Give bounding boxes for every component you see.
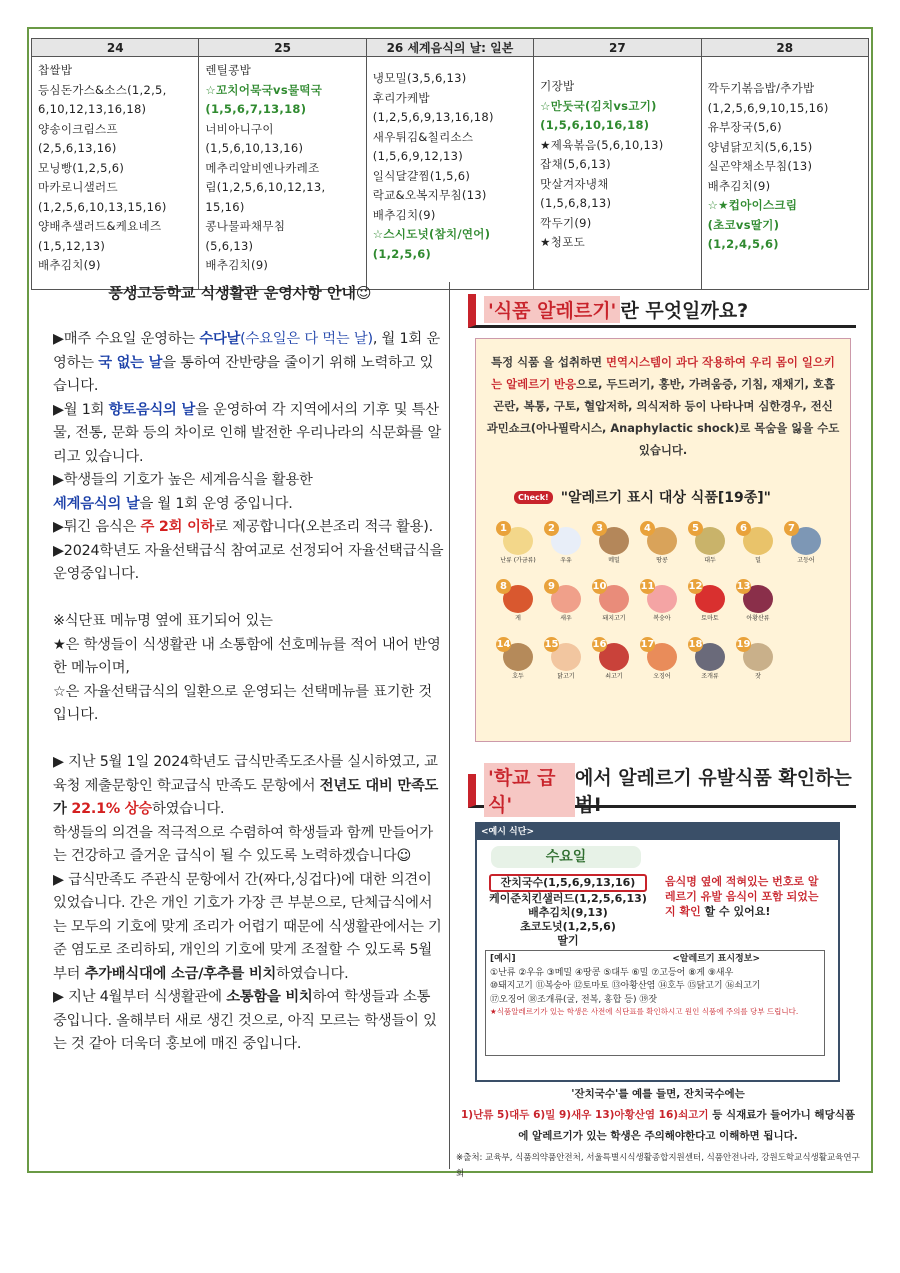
food-number: 12 xyxy=(688,581,703,592)
menu-item: (1,5,6,10,16,18) xyxy=(540,118,650,132)
text: 소통함을 비치 xyxy=(226,989,313,1005)
menu-item: 잡채(5,6,13) xyxy=(540,157,611,171)
food-number: 3 xyxy=(592,521,607,536)
menu-item: (1,5,6,8,13) xyxy=(540,196,612,210)
text: '잔치국수'를 예를 들면, 잔치국수에는 xyxy=(571,1088,745,1100)
menu-item: 배추김치(9) xyxy=(372,207,436,222)
notice-paragraph: ※식단표 메뉴명 옆에 표기되어 있는 xyxy=(53,613,273,629)
menu-item: (초코vs딸기) xyxy=(707,217,780,232)
menu-item: (2,5,6,13,16) xyxy=(38,141,117,155)
allergy-food-item xyxy=(638,521,686,573)
menu-item: (1,2,4,5,6) xyxy=(707,237,779,251)
food-label: 밀 xyxy=(755,557,761,564)
highlight-text: 국 없는 날 xyxy=(98,354,163,371)
allergy-food-item xyxy=(590,637,638,689)
text: 추가배식대에 소금/후추를 비치 xyxy=(84,965,277,982)
notice-title: 풍생고등학교 식생활관 운영사항 안내☺ xyxy=(108,284,372,302)
food-label: 우유 xyxy=(560,557,572,564)
notice-paragraph xyxy=(53,869,445,987)
check-title xyxy=(514,487,771,507)
highlight-text: 세계음식의 날 xyxy=(53,495,140,512)
menu-item: 렌틸콩밥 xyxy=(205,63,252,77)
text: 하여 학생들과 소통 중입니다. 올해부터 새로 생긴 것으로, 아직 모르는 학생들이 있는 것 같아 더욱더 홍보에 매진 중입니다. xyxy=(53,989,437,1052)
allergy-section xyxy=(450,282,869,1179)
menu-item: (1,2,5,6,9,10,15,16) xyxy=(707,100,829,115)
allergy-food-item xyxy=(590,521,638,573)
notice-paragraph: 학생들의 의견을 적극적으로 수렴하여 학생들과 함께 만들어가는 건강하고 즐거운 급식이 될 수 있도록 노력하겠습니다☺ xyxy=(53,824,433,864)
menu-item: 콩나물파채무침 xyxy=(205,219,286,233)
food-number: 18 xyxy=(688,639,703,650)
allergy-food-item xyxy=(734,579,782,631)
highlight-text: 22.1% xyxy=(71,801,120,817)
legend-line: ①난류 ②우유 ③메밀 ④땅콩 ⑤대두 ⑥밀 ⑦고등어 ⑧게 ⑨새우 xyxy=(490,967,734,978)
legend-line: ⑩돼지고기 ⑪복숭아 ⑫토마토 ⑬아황산염 ⑭호두 ⑮닭고기 ⑯쇠고기 xyxy=(490,981,761,991)
menu-item: 깍두기(9) xyxy=(540,215,592,230)
menu-item: ☆꼬치어묵국vs물떡국 xyxy=(205,82,323,97)
allergy-food-item xyxy=(542,637,590,689)
food-number: 7 xyxy=(784,521,799,536)
notice-section xyxy=(31,282,450,1169)
highlight-text: 향토음식의 날 xyxy=(108,401,196,418)
text: 을 통하여 잔반량을 줄이기 위해 노력하고 있습니다. xyxy=(53,354,434,394)
menu-table xyxy=(31,38,869,290)
food-number: 11 xyxy=(640,581,655,592)
menu-item: (1,5,6,9,12,13) xyxy=(372,149,464,163)
menu-item: ☆만둣국(김치vs고기) xyxy=(540,98,657,113)
food-label: 조개류 xyxy=(701,673,719,680)
heading-highlight: '식품 알레르기' xyxy=(484,296,620,323)
menu-item: ★청포도 xyxy=(540,235,586,249)
menu-item: (1,2,5,6,9,13,16,18) xyxy=(372,110,494,124)
allergy-food-item xyxy=(542,579,590,631)
food-number: 8 xyxy=(496,579,511,594)
menu-item: (1,2,5,6,10,13,15,16) xyxy=(38,199,167,214)
allergy-food-item xyxy=(542,521,590,573)
menu-item: 유부장국(5,6) xyxy=(707,120,782,134)
source-note: ※출처: 교육부, 식품의약품안전처, 서울특별시식생활종합지원센터, 식품안전나라, 강원도학교식생활교육연구회 xyxy=(456,1153,860,1179)
menu-item: 너비아니구이 xyxy=(205,121,274,136)
menu-cell-28 xyxy=(701,57,868,290)
menu-row xyxy=(32,57,869,290)
legend-title: <알레르기 표시정보> xyxy=(672,954,760,964)
food-label: 땅콩 xyxy=(656,557,668,564)
example-day: 수요일 xyxy=(491,846,641,868)
highlight-text: (수요일은 다 먹는 날) xyxy=(240,331,373,347)
notice-paragraph: ☆은 자율선택급식의 일환으로 운영되는 선택메뉴를 표기한 것입니다. xyxy=(53,683,432,723)
notice-body xyxy=(53,328,445,1057)
menu-item: ★제육볶음(5,6,10,13) xyxy=(540,137,664,152)
text: , 월 1회 운영하는 xyxy=(53,331,440,371)
menu-item: 냉모밀(3,5,6,13) xyxy=(372,71,467,85)
food-label: 게 xyxy=(515,615,521,622)
menu-item: (1,5,12,13) xyxy=(38,238,106,253)
allergy-food-item xyxy=(734,637,782,689)
highlight-text: 면역시스템이 과다 작용하여 우리 몸이 일으키는 알레르기 반응 xyxy=(491,355,835,391)
highlight-text: 상승 xyxy=(120,801,152,817)
food-label: 토마토 xyxy=(701,615,719,622)
menu-item: 일식달걀찜(1,5,6) xyxy=(372,168,471,183)
food-label: 고등어 xyxy=(797,557,815,564)
notice-paragraph xyxy=(53,399,445,470)
example-explanation xyxy=(456,1084,860,1147)
text: 할 수 있어요! xyxy=(700,905,771,918)
menu-item: 배추김치(9) xyxy=(38,258,101,272)
heading-text: 에서 알레르기 유발식품 확인하는 법! xyxy=(574,766,852,816)
allergy-info-paper xyxy=(475,338,851,742)
menu-item: 메추리알비엔나카레조 xyxy=(205,160,320,175)
allergy-description xyxy=(486,351,840,461)
text: 하였습니다. xyxy=(152,801,225,817)
menu-item: 락교&오복지무침(13) xyxy=(372,188,487,202)
food-number: 19 xyxy=(736,639,751,650)
allergy-food-item xyxy=(494,579,542,631)
allergy-food-item xyxy=(686,579,734,631)
food-number: 1 xyxy=(496,521,511,536)
example-menu-box xyxy=(475,822,840,1082)
legend-line: ⑰오징어 ⑱조개류(굴, 전복, 홍합 등) ⑲잣 xyxy=(490,994,658,1005)
food-number: 10 xyxy=(592,581,607,592)
menu-item: (5,6,13) xyxy=(205,238,254,253)
food-number: 14 xyxy=(496,639,511,650)
text: ▶매주 수요일 운영하는 xyxy=(53,331,200,347)
food-list-title: "알레르기 표시 대상 식품[19종]" xyxy=(560,490,771,506)
heading-text: 란 무엇일까요? xyxy=(620,300,749,322)
text: ▶ 지난 5월 1일 2024학년도 급식만족도조사를 실시하였고, 교육청 제출문항인 학교급식 만족도 문항에서 xyxy=(53,754,438,794)
text: 특정 식품 을 섭취하면 xyxy=(491,355,606,369)
food-label: 난류 (가금류) xyxy=(500,557,536,564)
highlight-text: 주 2회 이하 xyxy=(140,519,215,535)
menu-item: 깍두기볶음밥/추가밥 xyxy=(707,81,815,95)
example-box-label: <예시 식단> xyxy=(481,827,534,837)
day-header: 24 xyxy=(32,39,199,57)
menu-item: 배추김치(9) xyxy=(205,258,269,272)
menu-item: 찹쌀밥 xyxy=(38,63,73,77)
menu-item: 맛살겨자냉채 xyxy=(540,176,609,191)
text: 전년도 대비 만족도가 xyxy=(53,777,439,817)
menu-item: 6,10,12,13,16,18) xyxy=(38,102,147,116)
notice-paragraph: ★은 학생들이 식생활관 내 소통함에 선호메뉴를 적어 내어 반영한 메뉴이며, xyxy=(53,636,441,676)
example-dish-highlighted: 잔치국수(1,5,6,9,13,16) xyxy=(489,874,647,892)
allergy-food-item xyxy=(590,579,638,631)
notice-paragraph xyxy=(53,328,445,399)
allergy-food-item xyxy=(638,637,686,689)
menu-item: 양배추샐러드&케요네즈 xyxy=(38,219,162,233)
menu-item: 배추김치(9) xyxy=(707,178,771,193)
example-dish: 배추김치(9,13) xyxy=(528,906,608,919)
food-number: 2 xyxy=(544,521,559,536)
food-label: 호두 xyxy=(512,673,524,680)
food-number: 16 xyxy=(592,639,607,650)
notice-paragraph xyxy=(53,751,445,822)
menu-header-row xyxy=(32,39,869,57)
menu-cell-25 xyxy=(199,57,366,290)
food-number: 17 xyxy=(640,639,655,650)
menu-item: 모닝빵(1,2,5,6) xyxy=(38,160,125,175)
menu-item: 새우튀김&칠리소스 xyxy=(372,129,474,144)
allergy-food-item xyxy=(494,637,542,689)
menu-cell-27 xyxy=(534,57,701,290)
notice-paragraph xyxy=(53,986,445,1057)
food-number: 9 xyxy=(544,579,559,594)
allergy-food-item xyxy=(782,521,830,573)
food-label: 잣 xyxy=(755,673,761,680)
menu-item: (1,5,6,7,13,18) xyxy=(205,102,307,116)
text: ▶학생들의 기호가 높은 세계음식을 활용한 xyxy=(53,472,313,488)
example-dish: 딸기 xyxy=(557,934,579,947)
allergy-food-item xyxy=(686,637,734,689)
menu-item: 기장밥 xyxy=(540,79,575,93)
legend-warning: ★식품알레르기가 있는 학생은 사전에 식단표를 확인하시고 원인 식품에 주의를 당부 드립니다. xyxy=(490,1007,799,1016)
menu-item: (1,2,5,6) xyxy=(372,246,432,261)
food-number: 15 xyxy=(544,639,559,650)
text: 하였습니다. xyxy=(276,965,349,982)
menu-item: 양념닭꼬치(5,6,15) xyxy=(707,139,813,154)
heading-highlight: '학교 급식' xyxy=(484,763,575,817)
notice-paragraph xyxy=(53,469,445,516)
day-header: 25 xyxy=(199,39,366,57)
legend-label: [예시] xyxy=(490,954,516,964)
highlight-text: 수다날 xyxy=(199,331,241,347)
food-label: 대두 xyxy=(704,557,716,564)
text: ▶튀긴 음식은 xyxy=(53,519,141,535)
example-dishes xyxy=(489,874,647,948)
day-header: 26 세계음식의 날: 일본 xyxy=(366,39,533,57)
food-label: 쇠고기 xyxy=(605,673,623,680)
food-number: 6 xyxy=(736,521,751,536)
check-badge: Check! xyxy=(514,491,553,504)
menu-cell-26 xyxy=(366,57,533,290)
food-label: 돼지고기 xyxy=(602,615,626,622)
example-note xyxy=(665,874,825,919)
highlight-text: 1)난류 5)대두 6)밀 9)새우 13)아황산염 16)쇠고기 xyxy=(460,1109,709,1121)
text: ▶월 1회 xyxy=(53,401,109,418)
menu-item: 양송이크림스프 xyxy=(38,121,118,136)
menu-item: ☆★컵아이스크림 xyxy=(707,198,798,212)
example-dish: 케이준치킨샐러드(1,2,5,6,13) xyxy=(489,892,647,905)
menu-cell-24 xyxy=(32,57,199,290)
menu-item: ☆스시도넛(참치/연어) xyxy=(372,227,491,241)
food-number: 13 xyxy=(736,581,751,592)
example-dish: 초코도넛(1,2,5,6) xyxy=(520,920,616,933)
text: ▶ 지난 4월부터 식생활관에 xyxy=(53,989,227,1005)
text: 으로, 두드러기, 홍반, 가려움증, 기침, 재채기, 호흡곤란, 복통, 구토, 혈압저하, 의식저하 등이 나타나며 심한경우, 전신 과민쇼크(아나필락시스, Anaphylactic shock)로 목숨을 잃을 수도 있습니다. xyxy=(486,377,840,457)
text: 을 운영하여 각 지역에서의 기후 및 특산물, 전통, 문화 등의 차이로 인해 발전한 우리나라의 식문화를 알리고 있습니다. xyxy=(53,401,442,465)
menu-item: (1,5,6,10,13,16) xyxy=(205,141,304,155)
menu-item: 마카로니샐러드 xyxy=(38,180,118,194)
food-label: 메밀 xyxy=(608,557,620,564)
check-method-heading xyxy=(468,766,856,816)
menu-item: 후리가케밥 xyxy=(372,90,430,105)
food-label: 오징어 xyxy=(653,673,671,680)
food-label: 복숭아 xyxy=(653,615,671,622)
allergy-heading xyxy=(468,294,856,328)
food-label: 닭고기 xyxy=(557,673,575,680)
allergy-food-item xyxy=(686,521,734,573)
allergy-legend-box xyxy=(485,950,825,1056)
menu-item: 실곤약채소무침(13) xyxy=(707,159,813,173)
notice-paragraph: ▶2024학년도 자율선택급식 참여교로 선정되어 자율선택급식을 운영중입니다. xyxy=(53,542,444,582)
text: 을 월 1회 운영 중입니다. xyxy=(139,495,293,512)
allergy-food-item xyxy=(734,521,782,573)
notice-paragraph xyxy=(53,516,445,540)
allergy-food-grid xyxy=(494,521,834,689)
allergy-food-item xyxy=(782,579,830,631)
menu-item: 15,16) xyxy=(205,199,245,214)
food-number: 4 xyxy=(640,521,655,536)
menu-item: 등심돈가스&소스(1,2,5, xyxy=(38,82,167,97)
legend-title-row xyxy=(490,953,820,967)
text: ▶ 급식만족도 주관식 문항에서 간(짜다,싱겁다)에 대한 의견이 있었습니다. 간은 개인 기호가 가장 큰 부분으로, 단체급식에서는 모두의 기호에 맞게 조리가 어렵기 때문에 식생활관에서는 기준 염도로 조리하되, 개인의 기호에 맞게 조절할 수 있도록 5월부터 xyxy=(53,871,442,982)
text: 음식명 옆에 적혀있는 번호로 알레르기 유발 음식이 포함 되었는지 확인 xyxy=(665,875,819,918)
food-number: 5 xyxy=(688,521,703,536)
day-header: 27 xyxy=(534,39,701,57)
food-label: 새우 xyxy=(560,615,572,622)
day-header: 28 xyxy=(701,39,868,57)
allergy-food-item xyxy=(494,521,542,573)
menu-item: 림(1,2,5,6,10,12,13, xyxy=(205,180,326,194)
allergy-food-item xyxy=(638,579,686,631)
text: 등 식재료가 들어가니 해당식품에 알레르기가 있는 학생은 주의해야한다고 이해하면 됩니다. xyxy=(518,1109,855,1142)
food-label: 아황산류 xyxy=(746,615,770,622)
text: 로 제공합니다(오븐조리 적극 활용). xyxy=(214,519,433,535)
